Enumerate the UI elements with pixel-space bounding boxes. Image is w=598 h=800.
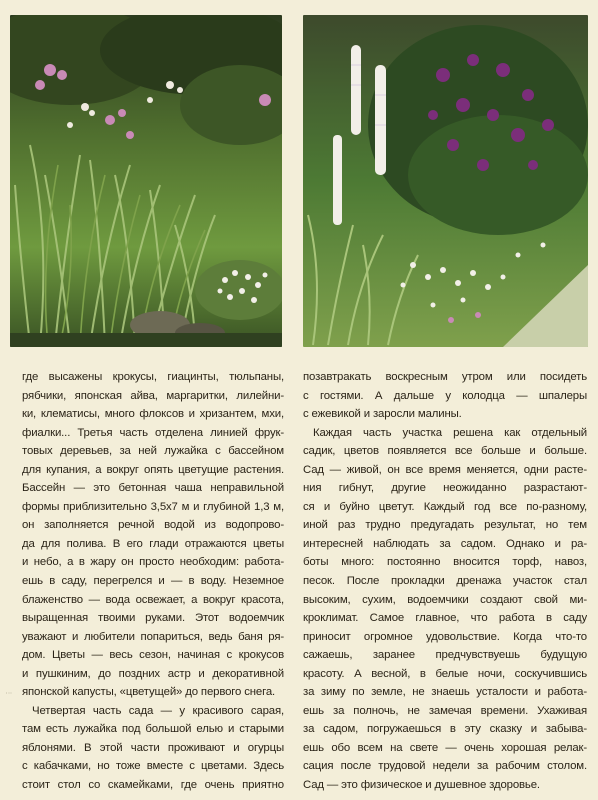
text-line: он заполняется речной водой из водопрово- — [22, 519, 284, 532]
text-line: стоит стол со скамейками, где очень приятно — [22, 779, 284, 792]
text-line: и пушкиним, до поздних астр и декоративной — [22, 667, 284, 680]
text-line: яблонями. В этой части проживают и огурцы — [22, 741, 284, 754]
text-line: дом. Цветы — весь сезон, начиная с крокусов — [22, 649, 284, 662]
text-line: садик, цветов появляется все больше и больше. — [303, 445, 587, 458]
text-line: с кабачками, но тоже вместе с цветами. Здесь — [22, 760, 284, 773]
text-line: ки, клематисы, много флоксов и хризантем, мхи, — [22, 408, 284, 421]
text-line: Сад — живой, он все время меняется, одни расте- — [303, 463, 587, 476]
text-line: рябчики, японская айва, маргаритки, лилейни- — [22, 389, 284, 402]
text-line: ешь за полночь, не замечая времени. Ухаживая — [303, 704, 587, 717]
text-line: Бассейн — это бетонная чаша неправильной — [22, 482, 284, 495]
garden-photo-left — [10, 15, 282, 347]
margin-mark: ⋮ — [5, 690, 11, 697]
text-line: японской капусты, «цветущей» до первого снега. — [22, 686, 276, 699]
text-line: с гостями. А дальше у колодца — шпалеры — [303, 389, 587, 402]
text-line: фиалки... Третья часть отделена линией фрук- — [22, 426, 284, 439]
article-column-left — [22, 368, 284, 795]
text-line: уважают и любители попариться, ведь баня ря- — [22, 630, 284, 643]
text-line: кроклимат. Самое главное, что работа в саду — [303, 612, 587, 625]
text-line: ния гибнут, другие неожиданно разрастают- — [303, 482, 587, 495]
text-line: высоким, сухим, водоемчики создают свой ми- — [303, 593, 587, 606]
text-line: Четвертая часть сада — у красивого сарая, — [32, 704, 284, 717]
text-line: приносит огромное удовольствие. Когда что-то — [303, 630, 587, 643]
text-line: Каждая часть участка решена как отдельный — [313, 426, 587, 439]
text-line: блаженство — вода освежает, а вокруг красота, — [22, 593, 284, 606]
text-line: песок. После прокладки дренажа участок стал — [303, 575, 587, 588]
text-line: и небо, а в жару он просто необходим: работа- — [22, 556, 284, 569]
text-line: за зиму по земле, не знаешь усталости и работа- — [303, 686, 587, 699]
text-line: с ежевикой и заросли малины. — [303, 408, 462, 421]
text-line: выращенная твоими руками. Этот водоемчик — [22, 612, 284, 625]
text-line: товых деревьев, за ней лужайка с бассейном — [22, 445, 284, 458]
text-line: интересней наблюдать за садом. Однако и ра- — [303, 537, 587, 550]
garden-photo-right — [303, 15, 588, 347]
text-line: где высажены крокусы, гиацинты, тюльпаны, — [22, 371, 284, 383]
text-line: позавтракать воскресным утром или посидеть — [303, 371, 587, 383]
text-line: ешь обо всем на свете — очень хорошая релак- — [303, 741, 587, 754]
text-line: ешь в саду, перегрелся и — в воду. Неземное — [22, 575, 284, 588]
text-line: для купания, а вокруг опять цветущие растения. — [22, 463, 284, 476]
text-line: сажаешь, заранее предчувствуешь будущую — [303, 649, 587, 662]
text-line: да для полива. В его глади отражаются цветы — [22, 537, 284, 550]
text-line: формы приблизительно 3,5х7 м и глубиной 1,3 м, — [22, 500, 284, 513]
text-line: сация после трудовой недели за рабочим столом. — [303, 760, 587, 773]
text-line: за садом, погружаешься в эту сказку и забыва- — [303, 723, 587, 736]
article-column-right — [303, 368, 587, 795]
text-line: боты много: постоянно вносится торф, навоз, — [303, 556, 587, 569]
text-line: красоту. А весной, в белые ночи, соскучившись — [303, 667, 587, 680]
text-line: ся и буйно цветут. Каждый год все по-разному, — [303, 500, 587, 513]
text-line: там есть лужайка под большой елью и старыми — [22, 723, 284, 736]
text-line: иной раз трудно предугадать результат, но тем — [303, 519, 587, 532]
garden-grasses-image — [10, 15, 282, 347]
text-line: Сад — это физическое и душевное здоровье. — [303, 779, 540, 792]
garden-foxgloves-image — [303, 15, 588, 347]
